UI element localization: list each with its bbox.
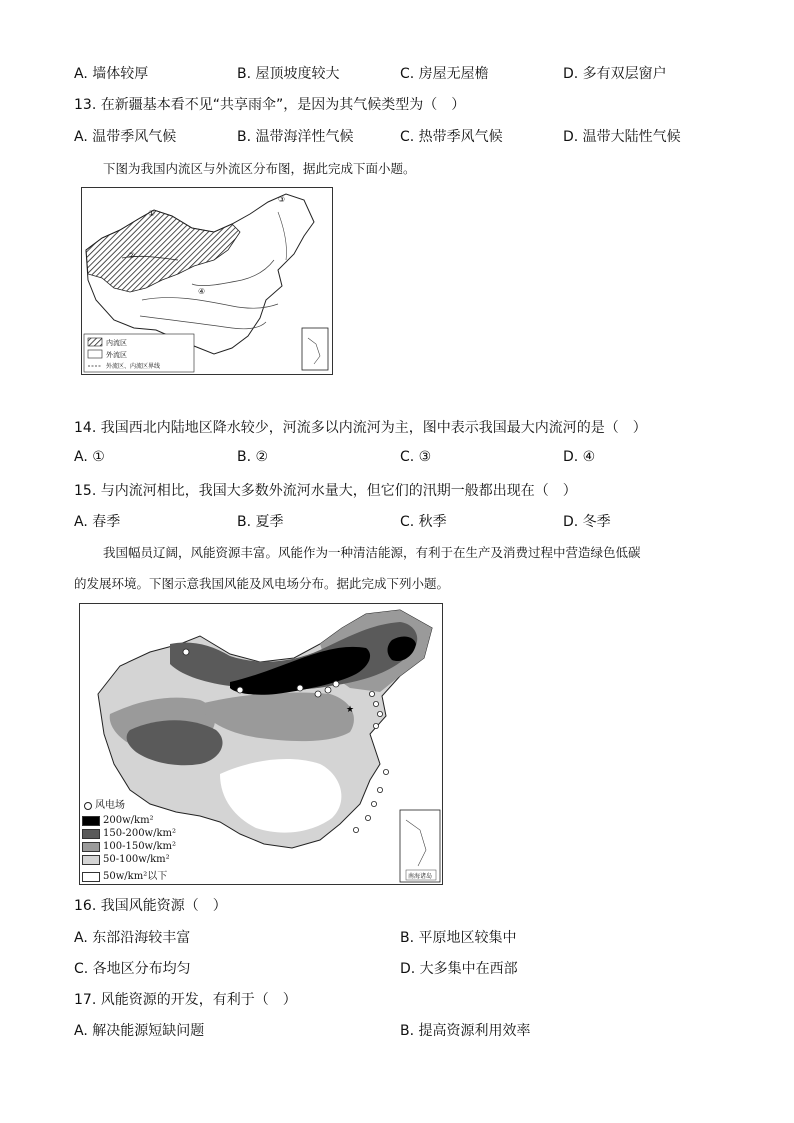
- legend-band-5: [82, 867, 167, 882]
- wind-energy-map: [79, 603, 443, 885]
- legend-boundary-label: 外流区、内流区界线: [106, 363, 161, 370]
- legend-band-2: [82, 828, 176, 839]
- label-2: ②: [128, 251, 136, 260]
- q14-option-d[interactable]: D. ④: [563, 449, 596, 465]
- legend-band-1-label: 200w/km²: [103, 815, 154, 826]
- legend-band-4-label: 50-100w/km²: [103, 854, 170, 865]
- legend-band-3: [82, 841, 176, 852]
- q14-stem: 14. 我国西北内陆地区降水较少，河流多以内流河为主，图中表示我国最大内流河的是（ ）: [74, 420, 647, 436]
- q17-stem: 17. 风能资源的开发，有利于（ ）: [74, 992, 297, 1008]
- q14-option-c[interactable]: C. ③: [400, 449, 432, 465]
- q13-option-c[interactable]: C. 热带季风气候: [400, 129, 503, 145]
- wind-farm-icon: [84, 802, 92, 810]
- q13-option-a[interactable]: A. 温带季风气候: [74, 129, 177, 145]
- label-1: ①: [148, 209, 156, 218]
- q15-option-d[interactable]: D. 冬季: [563, 514, 611, 530]
- q15-option-b[interactable]: B. 夏季: [237, 514, 284, 530]
- q14-option-b[interactable]: B. ②: [237, 449, 269, 465]
- q12-option-a[interactable]: A. 墙体较厚: [74, 66, 149, 82]
- intro-map2-line1: 我国幅员辽阔，风能资源丰富。风能作为一种清洁能源，有利于在生产及消费过程中营造绿色低碳: [103, 545, 641, 560]
- legend-wind-farm: [84, 796, 125, 811]
- q13-option-b[interactable]: B. 温带海洋性气候: [237, 129, 354, 145]
- legend-band-1: [82, 815, 154, 826]
- q16-stem: 16. 我国风能资源（ ）: [74, 898, 227, 914]
- q13-stem: 13. 在新疆基本看不见“共享雨伞”，是因为其气候类型为（ ）: [74, 97, 466, 113]
- q14-option-a[interactable]: A. ①: [74, 449, 105, 465]
- drainage-map: [81, 187, 333, 375]
- legend-band-2-label: 150-200w/km²: [103, 828, 177, 839]
- q16-option-d[interactable]: D. 大多集中在西部: [400, 961, 518, 977]
- q16-option-c[interactable]: C. 各地区分布均匀: [74, 961, 191, 977]
- legend-band-3-label: 100-150w/km²: [103, 841, 177, 852]
- inset-label: 南海诸岛: [408, 873, 433, 880]
- q16-option-a[interactable]: A. 东部沿海较丰富: [74, 930, 191, 946]
- legend-band-5-label: 50w/km²以下: [103, 871, 168, 882]
- q17-option-a[interactable]: A. 解决能源短缺问题: [74, 1023, 205, 1039]
- label-4: ④: [198, 287, 206, 296]
- capital-star: ★: [346, 705, 355, 715]
- intro-map1: 下图为我国内流区与外流区分布图，据此完成下面小题。: [103, 161, 416, 176]
- q15-option-a[interactable]: A. 春季: [74, 514, 121, 530]
- label-3: ③: [278, 195, 286, 204]
- legend-wind-farm-label: 风电场: [95, 800, 125, 811]
- legend-inland-label: 内流区: [106, 339, 127, 347]
- south-sea-inset: [302, 328, 328, 370]
- q13-option-d[interactable]: D. 温带大陆性气候: [563, 129, 681, 145]
- legend-outflow-label: 外流区: [106, 351, 127, 359]
- q12-option-c[interactable]: C. 房屋无屋檐: [400, 66, 489, 82]
- legend-band-4: [82, 854, 170, 865]
- q17-option-b[interactable]: B. 提高资源利用效率: [400, 1023, 531, 1039]
- drainage-map-svg: [82, 188, 332, 374]
- q12-option-b[interactable]: B. 屋顶坡度较大: [237, 66, 340, 82]
- intro-map2-line2: 的发展环境。下图示意我国风能及风电场分布。据此完成下列小题。: [74, 576, 450, 591]
- q15-option-c[interactable]: C. 秋季: [400, 514, 447, 530]
- q16-option-b[interactable]: B. 平原地区较集中: [400, 930, 517, 946]
- legend-inland-swatch: [88, 338, 102, 346]
- legend-outflow-swatch: [88, 350, 102, 358]
- q12-option-d[interactable]: D. 多有双层窗户: [563, 66, 667, 82]
- q15-stem: 15. 与内流河相比，我国大多数外流河水量大，但它们的汛期一般都出现在（ ）: [74, 483, 577, 499]
